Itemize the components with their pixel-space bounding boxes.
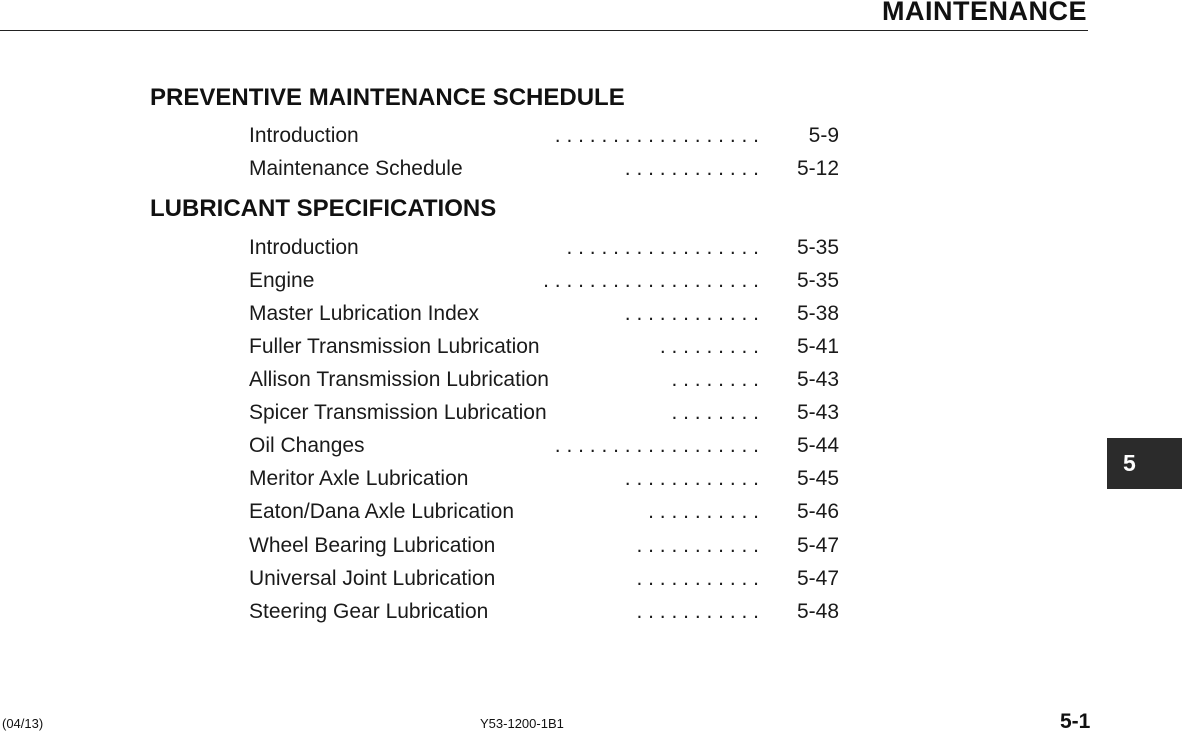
toc-leader-dots: . . . . . . . . . . . . xyxy=(624,302,759,325)
footer-document-number: Y53-1200-1B1 xyxy=(480,716,564,731)
toc-entry-label[interactable]: Fuller Transmission Lubrication xyxy=(249,335,540,358)
toc-entry[interactable] xyxy=(249,124,839,154)
toc-entry[interactable] xyxy=(249,600,839,630)
toc-entry[interactable] xyxy=(249,302,839,332)
toc-entry-label[interactable]: Maintenance Schedule xyxy=(249,157,463,180)
toc-entry[interactable] xyxy=(249,269,839,299)
section-heading-lubricant-specifications: LUBRICANT SPECIFICATIONS xyxy=(150,195,497,222)
toc-leader-dots: . . . . . . . . . xyxy=(659,335,759,358)
toc-leader-dots: . . . . . . . . . . . . . . . . . . xyxy=(554,434,759,457)
toc-entry-label[interactable]: Oil Changes xyxy=(249,434,365,457)
toc-leader-dots: . . . . . . . . . . . xyxy=(636,600,759,623)
toc-page-number[interactable]: 5-43 xyxy=(796,368,839,391)
toc-page-number[interactable]: 5-46 xyxy=(796,500,839,523)
toc-entry-label[interactable]: Universal Joint Lubrication xyxy=(249,567,496,590)
toc-entry[interactable] xyxy=(249,157,839,187)
toc-entry[interactable] xyxy=(249,534,839,564)
toc-entry[interactable] xyxy=(249,368,839,398)
toc-entry[interactable] xyxy=(249,567,839,597)
toc-entry[interactable] xyxy=(249,401,839,431)
toc-entry-label[interactable]: Meritor Axle Lubrication xyxy=(249,467,469,490)
toc-page-number[interactable]: 5-44 xyxy=(796,434,839,457)
chapter-tab[interactable]: 5 xyxy=(1107,438,1182,489)
footer-revision-date: (04/13) xyxy=(2,716,44,731)
toc-leader-dots: . . . . . . . . . . . . . . . . . . xyxy=(554,124,759,147)
toc-entry[interactable] xyxy=(249,335,839,365)
toc-page-number[interactable]: 5-47 xyxy=(796,567,839,590)
header-divider xyxy=(0,30,1088,31)
toc-entry-label[interactable]: Master Lubrication Index xyxy=(249,302,479,325)
toc-leader-dots: . . . . . . . . . . xyxy=(648,500,759,523)
toc-page-number[interactable]: 5-9 xyxy=(808,124,839,147)
toc-leader-dots: . . . . . . . . xyxy=(671,368,759,391)
toc-page-number[interactable]: 5-38 xyxy=(796,302,839,325)
toc-leader-dots: . . . . . . . . . . . . xyxy=(624,467,759,490)
page-header-title: MAINTENANCE xyxy=(882,0,1087,26)
toc-entry[interactable] xyxy=(249,434,839,464)
toc-leader-dots: . . . . . . . . xyxy=(671,401,759,424)
toc-entry-label[interactable]: Wheel Bearing Lubrication xyxy=(249,534,496,557)
toc-leader-dots: . . . . . . . . . . . . xyxy=(624,157,759,180)
toc-leader-dots: . . . . . . . . . . . . . . . . . xyxy=(566,236,759,259)
toc-entry-label[interactable]: Steering Gear Lubrication xyxy=(249,600,489,623)
toc-entry-label[interactable]: Engine xyxy=(249,269,315,292)
footer-page-number: 5-1 xyxy=(1060,710,1091,733)
toc-page-number[interactable]: 5-43 xyxy=(796,401,839,424)
toc-page-number[interactable]: 5-35 xyxy=(796,236,839,259)
toc-leader-dots: . . . . . . . . . . . . . . . . . . . xyxy=(543,269,759,292)
section-heading-preventive-maintenance: PREVENTIVE MAINTENANCE SCHEDULE xyxy=(150,84,625,111)
toc-entry[interactable] xyxy=(249,467,839,497)
toc-leader-dots: . . . . . . . . . . . xyxy=(636,534,759,557)
toc-page-number[interactable]: 5-48 xyxy=(796,600,839,623)
toc-entry-label[interactable]: Introduction xyxy=(249,236,359,259)
toc-page-number[interactable]: 5-47 xyxy=(796,534,839,557)
toc-page-number[interactable]: 5-45 xyxy=(796,467,839,490)
toc-leader-dots: . . . . . . . . . . . xyxy=(636,567,759,590)
toc-entry-label[interactable]: Allison Transmission Lubrication xyxy=(249,368,549,391)
toc-entry-label[interactable]: Spicer Transmission Lubrication xyxy=(249,401,547,424)
toc-page-number[interactable]: 5-12 xyxy=(796,157,839,180)
toc-entry[interactable] xyxy=(249,236,839,266)
toc-page-number[interactable]: 5-35 xyxy=(796,269,839,292)
toc-entry-label[interactable]: Introduction xyxy=(249,124,359,147)
toc-page-number[interactable]: 5-41 xyxy=(796,335,839,358)
toc-entry[interactable] xyxy=(249,500,839,530)
toc-entry-label[interactable]: Eaton/Dana Axle Lubrication xyxy=(249,500,515,523)
